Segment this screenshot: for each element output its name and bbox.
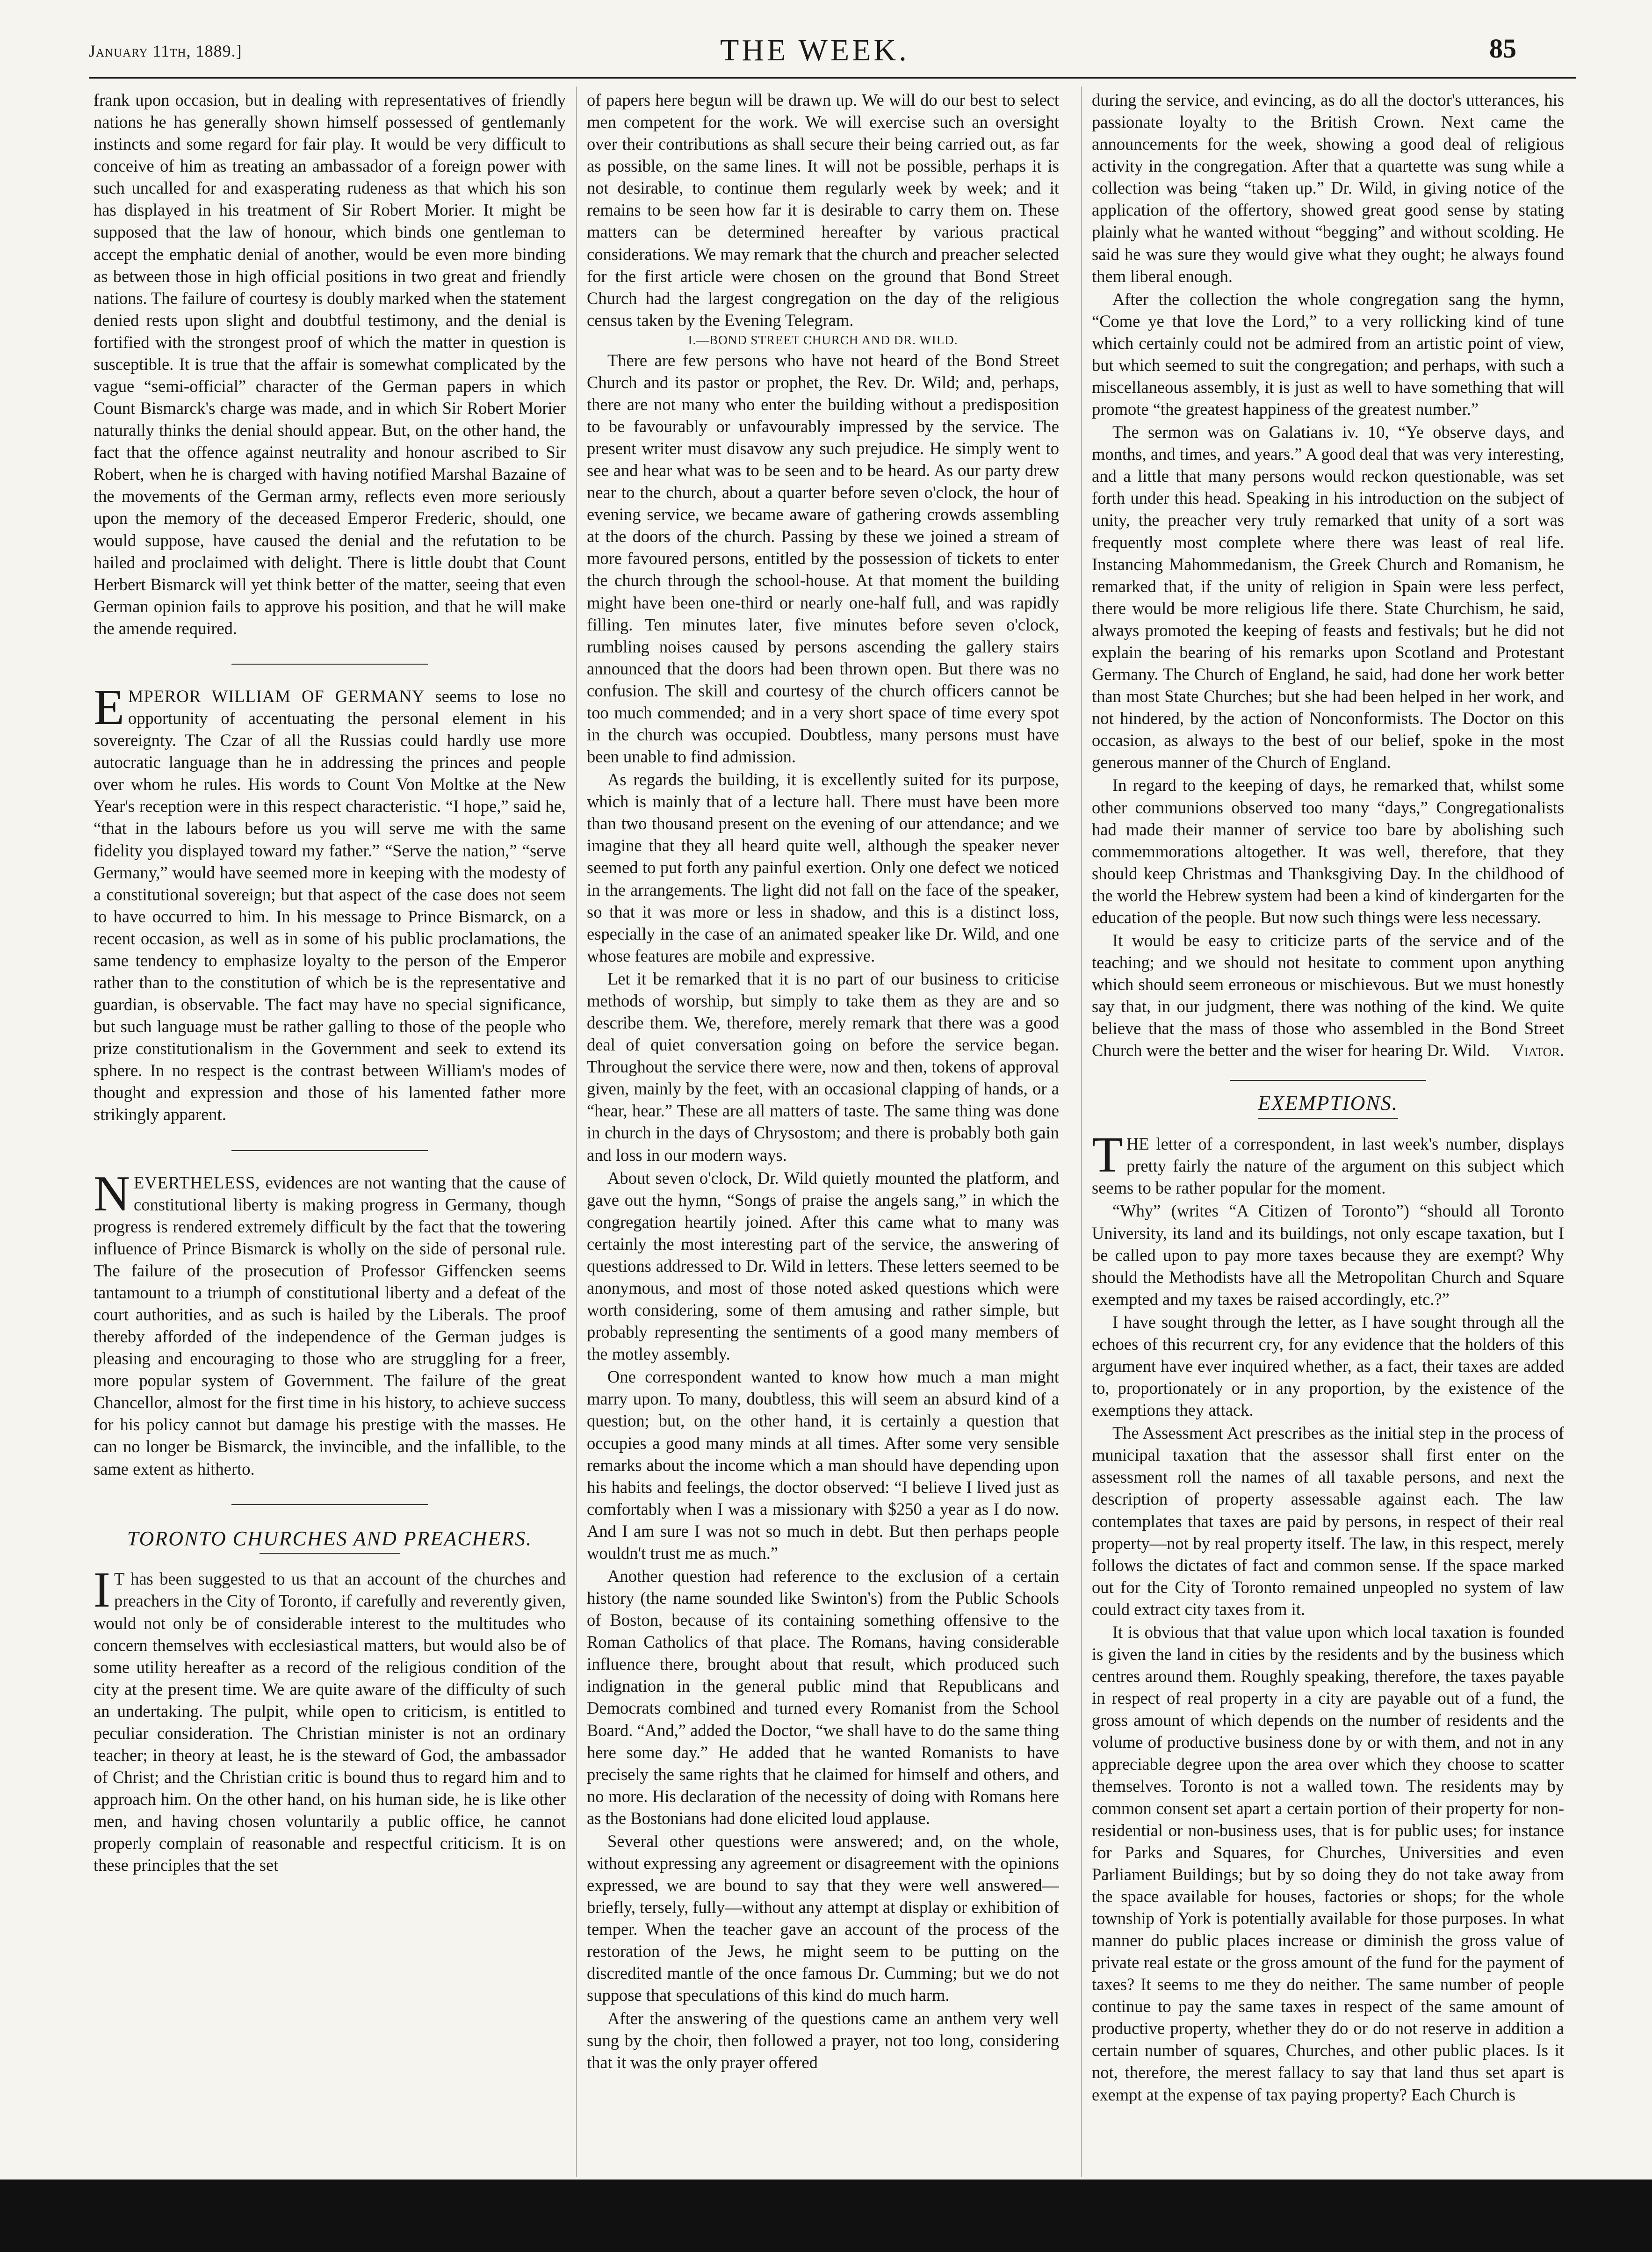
masthead-title: THE WEEK. (720, 33, 909, 67)
paragraph-text: It would be easy to criticize parts of the service and of the teaching; and we should not hesitate to comment upon anything which should seem erroneous or mischievous. But we must honestly say that, in our judgment, there was nothing of the kind. We quite believe that the mass of those who assembled in the Bond Street Church were the better and the wiser for hearing Dr. Wild. (1092, 930, 1564, 1060)
drop-cap: T (1092, 1127, 1123, 1183)
paragraph: One correspondent wanted to know how much a man might marry upon. To many, doubtless, this will seem an absurd kind of a question; but, on the other hand, it is certainly a question that occupies a good many minds at all times. After some very sensible remarks about the income which a man should have depending upon his habits and feelings, the doctor observed: “I believe I lived just as comfortably when I was a missionary with $250 a year as I do now. And I am sure I was not so much in debt. But then perhaps people wouldn't trust me as much.” (587, 1367, 1059, 1563)
paragraph-churches-intro (94, 1562, 566, 1876)
paragraph: Several other questions were answered; and, on the whole, without expressing any agreement or disagreement with the opinions expressed, we are bound to say that they were well answered—briefly, tersely, fully—without any attempt at display or exhibition of temper. When the teacher gave an account of the process of the restoration of the Jews, he might seem to be putting on the discredited mantle of the once famous Dr. Cumming; but we do not suppose that speculations of this kind do much harm. (587, 1831, 1059, 2005)
paragraph-text: T has been suggested to us that an account of the churches and preachers in the City of Toronto, if carefully and reverently given, would not only be of considerable interest to the multitudes who concern themselves with ecclesiastical matters, but would also be of some utility hereafter as a record of the religious condition of the city at the present time. We are quite aware of the difficulty of such an undertaking. The pulpit, while open to criticism, is entitled to peculiar consideration. The Christian minister is not an ordinary teacher; in theory at least, he is the steward of God, the ambassador of Christ; and the Christian critic is bound thus to regard him and to approach him. On the other hand, on his human side, he is like other men, and having chosen voluntarily a public office, he cannot properly complain of reasonable and respectful criticism. It is on these principles that the set (94, 1569, 566, 1875)
paragraph: About seven o'clock, Dr. Wild quietly mounted the platform, and gave out the hymn, “Songs of praise the angels sang,” in which the congregation heartily joined. After this came what to many was certainly the most interesting part of the service, the answering of questions addressed to Dr. Wild in letters. These letters seemed to be anonymous, and most of those noted asked questions which were worth considering, some of them amusing and rather simple, but probably representing the sentiments of a good many members of the motley assembly. (587, 1168, 1059, 1364)
paragraph: There are few persons who have not heard of the Bond Street Church and its pastor or prophet, the Rev. Dr. Wild; and, perhaps, there are not many who enter the building without a predisposition to be favourably or unfavourably impressed by the service. The present writer must disavow any such prejudice. He simply went to see and hear what was to be seen and to be heard. As our party drew near to the church, about a quarter before seven o'clock, the hour of evening service, we became aware of gathering crowds assembling at the doors of the church. Passing by these we joined a stream of more favoured persons, entitled by the possession of tickets to enter the church through the school-house. At that moment the building might have been one-third or nearly one-half full, and was rapidly filling. Ten minutes later, five minutes before seven o'clock, rumbling noises caused by persons ascending the gallery stairs announced that the doors had been thrown open. But there was no confusion. The skill and courtesy of the church officers cannot be too much commended; and in a very short space of time every spot in the church was occupied. Doubtless, many persons must have been unable to find admission. (587, 350, 1059, 767)
paragraph-exemptions-intro (1092, 1127, 1564, 1199)
paragraph (1092, 929, 1564, 1061)
paragraph-text: HE letter of a correspondent, in last week's number, displays pretty fairly the nature of the argument on this subject which seems to be rather popular for the moment. (1092, 1134, 1564, 1198)
paragraph: during the service, and evincing, as do all the doctor's utterances, his passionate loyalty to the British Crown. Next came the announcements for the week, showing a good deal of religious activity in the congregation. After that a quartette was sung while a collection was being “taken up.” Dr. Wild, in giving notice of the application of the offertory, showed great good sense by stating plainly what he wanted without “begging” and without scolding. He said he was sure they would give what they ought; he always found them liberal enough. (1092, 90, 1564, 286)
lead-in-caps: MPEROR WILLIAM OF GERMANY (128, 686, 425, 706)
header-rule (89, 77, 1576, 79)
paragraph: I have sought through the letter, as I have sought through all the echoes of this recurrent cry, for any evidence that the holders of this argument have ever inquired whether, as a fact, their taxes are added to, proportionately or in any proportion, by the existence of the exemptions they attack. (1092, 1312, 1564, 1420)
paragraph-emperor-william (94, 679, 566, 1126)
subheading-bond-street: I.—BOND STREET CHURCH AND DR. WILD. (688, 333, 958, 347)
paragraph: After the answering of the questions came an anthem very well sung by the choir, then followed a prayer, not too long, considering that it was the only prayer offered (587, 2008, 1059, 2072)
drop-cap: I (94, 1562, 110, 1618)
paragraph-text: seems to lose no opportunity of accentuating the personal element in his sovereignty. The Czar of all the Russias could hardly use more autocratic language than he in addressing the princes and people over whom he rules. His words to Count Von Moltke at the New Year's reception were in this respect characteristic. “I hope,” said he, “that in the labours before us you will serve me with the same fidelity you displayed toward my father.” “Serve the nation,” “serve Germany,” would have seemed more in keeping with the modesty of a constitutional sovereign; but that aspect of the case does not seem to have occurred to him. In his message to Prince Bismarck, on a recent occasion, as well as in some of his public proclamations, the same tendency to emphasize loyalty to the person of the Emperor rather than to the constitution of which be is the representative and guardian, is observable. The fact may have no special significance, but such language must be rather galling to those of the people who prize constitutionalism in the Government and seek to extend its sphere. In no respect is the contrast between William's modes of thought and expression and those of his lamented father more strikingly apparent. (94, 686, 566, 1124)
section-title-exemptions: EXEMPTIONS. (1258, 1092, 1398, 1115)
column-divider-2 (1081, 87, 1082, 2177)
paragraph: After the collection the whole congregation sang the hymn, “Come ye that love the Lord,” to a very rollicking kind of tune which certainly could not be admired from an artistic point of view, but which seemed to suit the congregation; and perhaps, with such a miscellaneous assembly, it is just as well to have something that will promote “the greatest happiness of the greatest number.” (1092, 289, 1564, 419)
paragraph: It is obvious that that value upon which local taxation is founded is given the land in cities by the residents and by the business which centres around them. Roughly speaking, therefore, the taxes payable in respect of real property in a city are payable out of a fund, the gross amount of which depends on the number of residents and the volume of productive business done by or with them, and not in any appreciable degree upon the area over which they choose to scatter themselves. Toronto is not a walled town. The residents may by common consent set apart a certain portion of their property for non-residential or non-business uses, that is for public uses; for instance for Parks and Squares, for Churches, Universities and even Parliament Buildings; but by so doing they do not take away from the space available for houses, factories or shops; for the whole township of York is potentially available for those purposes. In what manner do public places increase or diminish the gross value of private real estate or the gross amount of the fund for the payment of taxes? It seems to me they do neither. The same number of people continue to pay the same taxes in respect of the same amount of productive property, whether they do or do not reserve in addition a certain number of squares, Churches, and other public places. Is it not, therefore, the merest fallacy to say that land thus set apart is exempt at the expense of tax paying property? Each Church is (1092, 1622, 1564, 2104)
paragraph-text: evidences are not wanting that the cause of constitutional liberty is making progress in Germany, though progress is rendered extremely difficult by the fact that the towering influence of Prince Bismarck is wholly on the side of personal rule. The failure of the prosecution of Professor Giffencken seems tantamount to a triumph of constitutional liberty and a defeat of the court authorities, and as such is hailed by the Liberals. The proof thereby afforded of the independence of the German judges is pleasing and encouraging to those who are struggling for a freer, more popular system of Government. The failure of the great Chancellor, almost for the first time in his history, to achieve success for his policy cannot but damage his prestige with the masses. He can no longer be Bismarck, the invincible, and the infallible, to the same extent as hitherto. (94, 1173, 566, 1478)
column-divider-1 (576, 87, 577, 2177)
paragraph: Let it be remarked that it is no part of our business to criticise methods of worship, but simply to take them as they are and so describe them. We, therefore, merely remark that there was a good deal of quiet conversation going on before the service began. Throughout the service there were, now and then, tokens of approval given, mainly by the feet, with an occasional clapping of hands, or a “hear, hear.” These are all matters of taste. The same thing was done in church in the days of Chrysostom; and there is probably both gain and loss in our modern ways. (587, 969, 1059, 1165)
paragraph-series-plan: of papers here begun will be drawn up. We will do our best to select men competent for the work. We will exercise such an oversight over their contributions as shall secure their being carried out, as far as possible, on the same lines. It will not be possible, perhaps it is not desirable, to continue them regularly week by week; and it remains to be seen how far it is desirable to carry them on. These matters can be determined hereafter by various practical considerations. We may remark that the church and preacher selected for the first article were chosen on the ground that Bond Street Church had the largest congregation on the day of the religious census taken by the Evening Telegram. (587, 90, 1059, 330)
scan-margin (0, 2180, 1652, 2252)
drop-cap: N (94, 1166, 130, 1222)
paragraph: The sermon was on Galatians iv. 10, “Ye observe days, and months, and times, and years.” A good deal that was very interesting, and a little that many persons would reckon questionable, was set forth under this head. Speaking in his introduction on the subject of unity, the preacher very truly remarked that unity of a sort was frequently most complete where there was least of real life. Instancing Mahommedanism, the Greek Church and Romanism, he remarked that, if the unity of religion in Spain were less perfect, there would be more religious life there. State Churchism, he said, always promoted the keeping of feasts and festivals; but he did not explain the bearing of his remarks upon Scotland and Protestant Germany. The Church of England, he said, had done her work better than most State Churches; but she had been helped in her work, and not hindered, by the action of Nonconformists. The Doctor on this occasion, as always to the best of our belief, spoke in the most generous manner of the Church of England. (1092, 422, 1564, 772)
paragraph-nevertheless (94, 1166, 566, 1480)
page-header (0, 0, 1652, 75)
section-divider (1230, 1080, 1426, 1081)
lead-in-caps: EVERTHELESS, (134, 1173, 260, 1192)
paragraph: As regards the building, it is excellently suited for its purpose, which is mainly that of a lecture hall. There must have been more than two thousand present on the evening of our attendance; and we imagine that they all heard quite well, although the speaker never seemed to put forth any painful exertion. Only one defect we noticed in the arrangements. The light did not fall on the face of the speaker, so that it was more or less in shadow, and this is a distinct loss, especially in the case of an animated speaker like Dr. Wild, and one whose features are mobile and expressive. (587, 770, 1059, 965)
paragraph: Another question had reference to the exclusion of a certain history (the name sounded like Swinton's) from the Public Schools of Boston, because of its containing something offensive to the Roman Catholics of that place. The Romans, having considerable influence there, brought about that result, which produced such indignation in the general public mind that Republicans and Democrats combined and turned every Romanist from the School Board. “And,” added the Doctor, “we shall have to do the same thing here some day.” He added that he wanted Romanists to have precisely the same rights that he claimed for himself and others, and no more. His declaration of the necessity of doing with Romans here as the Bostonians had done elicited loud applause. (587, 1566, 1059, 1828)
section-divider (231, 664, 428, 665)
issue-date: January 11th, 1889.] (89, 42, 242, 60)
paragraph: The Assessment Act prescribes as the initial step in the process of municipal taxation that the assessor shall first enter on the assessment roll the names of all taxable persons, and next the description of property assessable against each. The law contemplates that taxes are paid by persons, in respect of their real property—not by real property itself. The law, in this respect, merely follows the dictates of fact and common sense. If the space marked out for the City of Toronto remained unpeopled no system of law could extract city taxes from it. (1092, 1423, 1564, 1619)
page-number: 85 (1489, 33, 1516, 64)
column-3 (1092, 89, 1564, 2175)
column-1 (94, 89, 566, 2175)
section-title-toronto-churches: TORONTO CHURCHES AND PREACHERS. (127, 1527, 533, 1550)
drop-cap: E (94, 679, 124, 735)
section-divider (231, 1504, 428, 1505)
title-rule (260, 1553, 400, 1554)
section-divider (231, 1150, 428, 1151)
paragraph-bismarck-morier: frank upon occasion, but in dealing with representatives of friendly nations he has generally shown himself possessed of gentlemanly instincts and some regard for fair play. It would be very difficult to conceive of him as treating an ambassador of a foreign power with such uncalled for and exasperating rudeness as that which his son has displayed in his treatment of Sir Robert Morier. It might be supposed that the law of honour, which binds one gentleman to accept the emphatic denial of another, would be even more binding as between those in high official positions in two great and friendly nations. The failure of courtesy is doubly marked when the statement denied rests upon slight and doubtful testimony, and the denial is fortified with the strongest proof of which the matter in question is susceptible. It is true that the affair is somewhat complicated by the vague “semi-official” character of the German papers in which Count Bismarck's charge was made, and in which Sir Robert Morier naturally thinks the denial should appear. But, on the other hand, the fact that the offence against neutrality and honour ascribed to Sir Robert, when he is charged with having notified Marshal Bazaine of the movements of the German army, reflects even more seriously upon the memory of the deceased Emperor Frederic, should, one would suppose, have caused the denial and the refutation to be hailed and proclaimed with delight. There is little doubt that Count Herbert Bismarck will yet think better of the matter, seeing that even German opinion fails to approve his position, and that he will make the amende required. (94, 90, 566, 638)
column-2 (587, 89, 1059, 2175)
paragraph: In regard to the keeping of days, he remarked that, whilst some other communions observed too many “days,” Congregationalists had made their manner of service too bare by abolishing such commemmorations altogether. It was well, therefore, that they should keep Christmas and Thanksgiving Day. In the childhood of the world the Hebrew system had been a kind of kindergarten for the education of the people. But now such things were less necessary. (1092, 775, 1564, 927)
title-rule (1258, 1118, 1398, 1119)
author-signature: Viator. (1512, 1041, 1564, 1060)
paragraph-quotation: “Why” (writes “A Citizen of Toronto”) “should all Toronto University, its land and its buildings, not only escape taxation, but I be called upon to pay more taxes because they are exempt? Why should the Methodists have all the Metropolitan Church and Square exempted and my taxes be raised accordingly, etc.?” (1092, 1201, 1564, 1309)
